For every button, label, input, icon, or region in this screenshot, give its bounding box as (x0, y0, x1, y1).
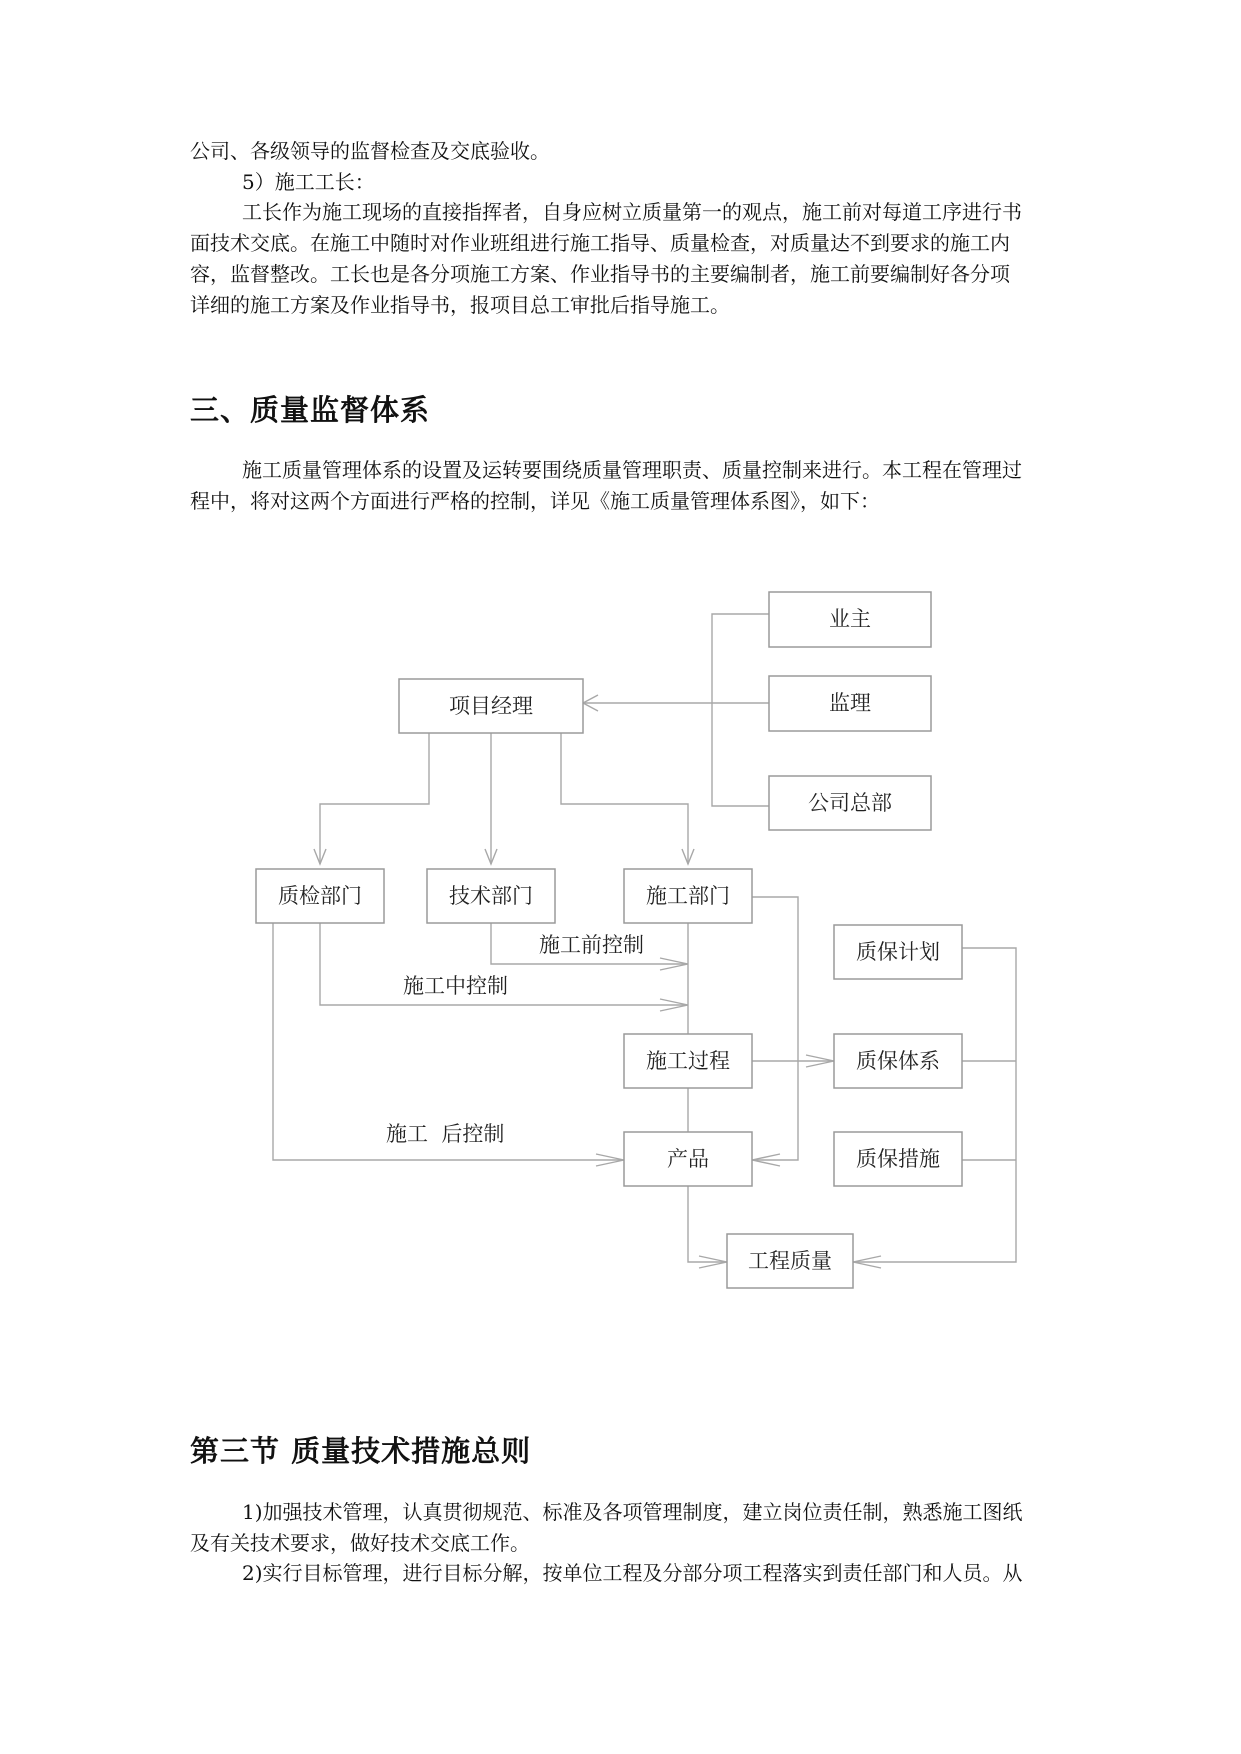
edge-pm-construction (561, 733, 688, 864)
edge-qa-bracket (853, 948, 1016, 1262)
paragraph-line: 1)加强技术管理，认真贯彻规范、标准及各项管理制度，建立岗位责任制，熟悉施工图纸 (242, 1500, 1023, 1524)
node-construction-process-label: 施工过程 (646, 1049, 730, 1073)
paragraph-line: 施工质量管理体系的设置及运转要围绕质量管理职责、质量控制来进行。本工程在管理过 (242, 458, 1022, 482)
label-mid-control: 施工中控制 (403, 974, 508, 998)
section-heading-quality-measures: 第三节 质量技术措施总则 (190, 1434, 532, 1468)
paragraph-line: 程中，将对这两个方面进行严格的控制，详见《施工质量管理体系图》，如下： (190, 489, 880, 513)
paragraph-line: 容，监督整改。工长也是各分项施工方案、作业指导书的主要编制者，施工前要编制好各分项 (190, 262, 1010, 286)
item-foreman-title: 5）施工工长： (242, 170, 375, 194)
node-supervision-label: 监理 (829, 691, 871, 715)
node-construction-process (624, 1034, 752, 1088)
node-company-hq (769, 776, 931, 830)
node-owner-label: 业主 (829, 607, 871, 631)
node-tech-dept (427, 869, 555, 923)
node-qa-measures (834, 1132, 962, 1186)
edge-top-bus (712, 614, 769, 806)
node-qc-dept-label: 质检部门 (278, 884, 362, 908)
paragraph-measure-2: 2)实行目标管理，进行目标分解，按单位工程及分部分项工程落实到责任部门和人员。从 (242, 1561, 1023, 1585)
node-project-quality (727, 1234, 853, 1288)
node-qa-system-label: 质保体系 (856, 1049, 940, 1073)
label-post-control: 施工 后控制 (386, 1122, 505, 1146)
node-company-hq-label: 公司总部 (808, 791, 892, 815)
node-construction-dept-label: 施工部门 (646, 884, 730, 908)
node-qa-system (834, 1034, 962, 1088)
paragraph-supervision: 公司、各级领导的监督检查及交底验收。 (190, 139, 550, 163)
node-construction-dept (624, 869, 752, 923)
paragraph-line: 面技术交底。在施工中随时对作业班组进行施工指导、质量检查，对质量达不到要求的施工内 (190, 231, 1010, 255)
node-qc-dept (256, 869, 384, 923)
paragraph-line: 详细的施工方案及作业指导书，报项目总工审批后指导施工。 (190, 293, 730, 317)
node-project-manager-label: 项目经理 (449, 694, 533, 718)
node-project-manager (399, 679, 583, 733)
node-tech-dept-label: 技术部门 (449, 884, 533, 908)
edge-pm-qc (320, 733, 429, 864)
paragraph-line: 及有关技术要求，做好技术交底工作。 (190, 1531, 530, 1555)
node-qa-plan-label: 质保计划 (856, 940, 940, 964)
node-qa-plan (834, 925, 962, 979)
node-owner (769, 592, 931, 647)
node-product (624, 1132, 752, 1186)
node-supervision (769, 676, 931, 731)
node-product-label: 产品 (667, 1147, 709, 1171)
section-heading-quality-supervision: 三、质量监督体系 (190, 393, 431, 427)
paragraph-measure-1 (190, 1497, 1055, 1559)
node-qa-measures-label: 质保措施 (856, 1147, 940, 1171)
paragraph-line: 工长作为施工现场的直接指挥者，自身应树立质量第一的观点，施工前对每道工序进行书 (242, 200, 1022, 224)
node-project-quality-label: 工程质量 (748, 1249, 832, 1273)
label-pre-control: 施工前控制 (539, 933, 644, 957)
edge-dept-to-product (752, 897, 798, 1160)
edge-product-quality (688, 1186, 727, 1262)
